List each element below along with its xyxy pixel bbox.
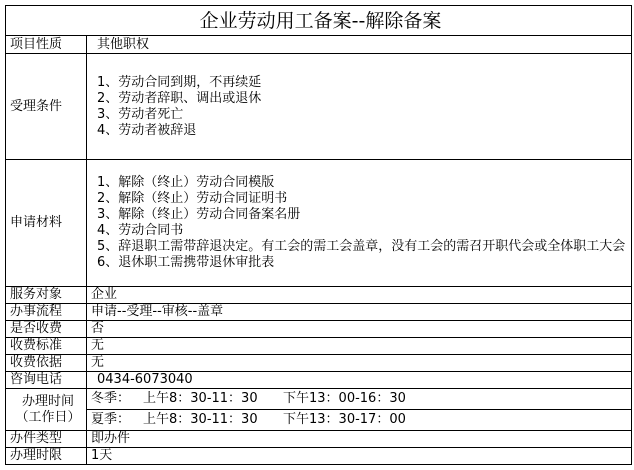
winter-am: 上午8：30-11：30 — [143, 391, 258, 406]
row-hours-summer — [6, 410, 632, 431]
service-target-value: 企业 — [87, 287, 632, 304]
row-case-type — [6, 431, 632, 448]
service-target-label: 服务对象 — [6, 287, 87, 304]
row-procedure — [6, 304, 632, 321]
fee-basis-value: 无 — [87, 355, 632, 372]
summer-season: 夏季： — [91, 412, 131, 427]
fee-basis-label: 收费依据 — [6, 355, 87, 372]
row-charge — [6, 321, 632, 338]
conditions-label: 受理条件 — [6, 54, 87, 160]
time-limit-value: 1天 — [87, 448, 632, 465]
row-phone — [6, 372, 632, 389]
hours-label-line1: 办理时间 — [21, 393, 74, 409]
materials-label: 申请材料 — [6, 160, 87, 287]
winter-season: 冬季： — [91, 391, 131, 406]
hours-label — [6, 389, 87, 431]
row-item-type — [6, 36, 632, 54]
row-fee-standard — [6, 338, 632, 355]
winter-pm: 下午13：00-16：30 — [283, 391, 406, 406]
conditions-value — [87, 54, 632, 160]
material-item: 4、劳动合同书 — [97, 223, 184, 238]
case-type-label: 办件类型 — [6, 431, 87, 448]
charge-value: 否 — [87, 321, 632, 338]
row-fee-basis — [6, 355, 632, 372]
record-table — [5, 5, 632, 465]
case-type-value: 即办件 — [87, 431, 632, 448]
item-type-text: 其他职权 — [97, 36, 150, 52]
materials-value — [87, 160, 632, 287]
condition-item: 3、劳动者死亡 — [97, 106, 184, 122]
item-type-value — [87, 36, 632, 54]
charge-label: 是否收费 — [6, 321, 87, 338]
title-row — [6, 6, 632, 36]
time-limit-label: 办理时限 — [6, 448, 87, 465]
fee-standard-label: 收费标准 — [6, 338, 87, 355]
condition-item: 4、劳动者被辞退 — [97, 122, 197, 138]
procedure-value: 申请--受理--审核--盖章 — [87, 304, 632, 321]
phone-text: 0434-6073040 — [97, 372, 193, 387]
material-item: 1、解除（终止）劳动合同模版 — [97, 175, 275, 190]
fee-standard-value: 无 — [87, 338, 632, 355]
hours-summer — [87, 410, 632, 431]
phone-label: 咨询电话 — [6, 372, 87, 389]
phone-value — [87, 372, 632, 389]
row-service-target — [6, 287, 632, 304]
row-conditions — [6, 54, 632, 160]
procedure-label: 办事流程 — [6, 304, 87, 321]
condition-item: 1、劳动合同到期，不再续延 — [97, 74, 262, 90]
row-materials — [6, 160, 632, 287]
item-type-label: 项目性质 — [6, 36, 87, 54]
material-item: 2、解除（终止）劳动合同证明书 — [97, 191, 288, 206]
material-item: 3、解除（终止）劳动合同备案名册 — [97, 207, 301, 222]
page-title: 企业劳动用工备案--解除备案 — [6, 6, 632, 36]
row-hours-winter — [6, 389, 632, 410]
hours-winter — [87, 389, 632, 410]
material-item: 5、辞退职工需带辞退决定。有工会的需工会盖章，没有工会的需召开职代会或全体职工大会 — [97, 239, 626, 254]
summer-am: 上午8：30-11：30 — [143, 412, 258, 427]
hours-label-line2: （工作日） — [15, 409, 81, 425]
summer-pm: 下午13：30-17：00 — [283, 412, 406, 427]
condition-item: 2、劳动者辞职、调出或退休 — [97, 90, 262, 106]
row-time-limit — [6, 448, 632, 465]
material-item: 6、退休职工需携带退休审批表 — [97, 255, 275, 270]
